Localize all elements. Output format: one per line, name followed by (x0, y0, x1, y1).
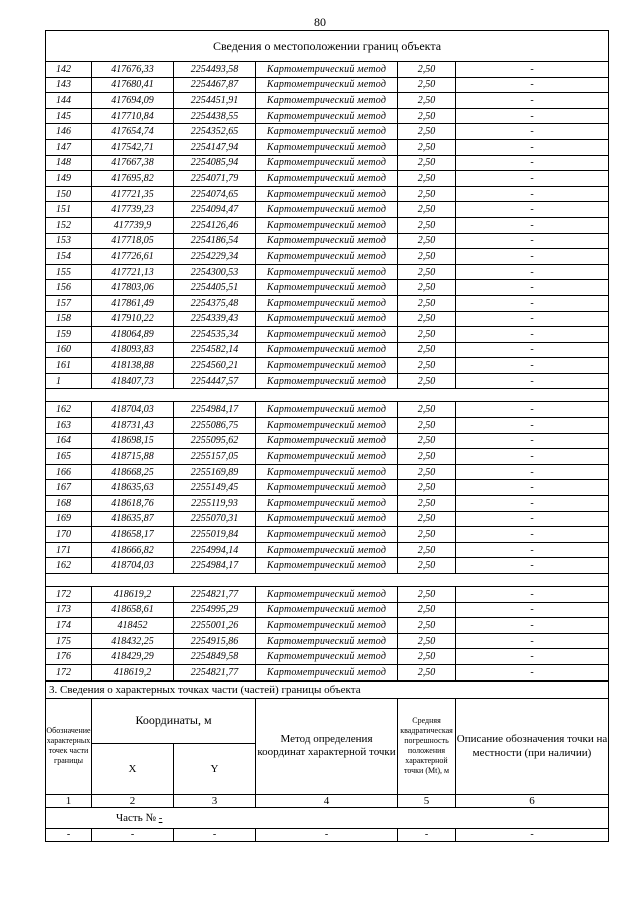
point-number-cell: 146 (46, 124, 92, 140)
y-coordinate-cell: 2254126,46 (174, 217, 256, 233)
accuracy-cell: 2,50 (398, 124, 456, 140)
empty-cell: - (174, 828, 256, 841)
table-row (46, 155, 609, 171)
table-row (46, 649, 609, 665)
part-value: - (158, 811, 163, 824)
table-row (46, 664, 609, 680)
method-cell: Картометрический метод (256, 202, 398, 218)
accuracy-cell: 2,50 (398, 311, 456, 327)
x-coordinate-cell: 418064,89 (92, 327, 174, 343)
accuracy-cell: 2,50 (398, 664, 456, 680)
x-coordinate-cell: 417910,22 (92, 311, 174, 327)
table-row (46, 464, 609, 480)
accuracy-cell: 2,50 (398, 618, 456, 634)
accuracy-cell: 2,50 (398, 264, 456, 280)
x-coordinate-cell: 417654,74 (92, 124, 174, 140)
column-number: 3 (174, 794, 256, 807)
accuracy-cell: 2,50 (398, 558, 456, 574)
y-coordinate-cell: 2254493,58 (174, 62, 256, 78)
y-coordinate-cell: 2255001,26 (174, 618, 256, 634)
method-cell: Картометрический метод (256, 327, 398, 343)
description-cell: - (456, 373, 609, 389)
y-coordinate-cell: 2254821,77 (174, 664, 256, 680)
method-cell: Картометрический метод (256, 295, 398, 311)
description-cell: - (456, 202, 609, 218)
y-coordinate-cell: 2254438,55 (174, 108, 256, 124)
point-number-cell: 176 (46, 649, 92, 665)
accuracy-cell: 2,50 (398, 217, 456, 233)
point-number-cell: 142 (46, 62, 92, 78)
part-points-table (45, 681, 609, 842)
accuracy-cell: 2,50 (398, 527, 456, 543)
method-cell: Картометрический метод (256, 418, 398, 434)
description-cell: - (456, 108, 609, 124)
table-row (46, 496, 609, 512)
point-number-cell: 156 (46, 280, 92, 296)
method-cell: Картометрический метод (256, 249, 398, 265)
point-number-cell: 151 (46, 202, 92, 218)
description-cell: - (456, 217, 609, 233)
table-row (46, 618, 609, 634)
x-coordinate-cell: 417680,41 (92, 77, 174, 93)
description-cell: - (456, 249, 609, 265)
x-coordinate-cell: 418731,43 (92, 418, 174, 434)
point-number-cell: 1 (46, 373, 92, 389)
group-separator-row (46, 389, 609, 402)
section3-title: 3. Сведения о характерных точках части (частей) границы объекта (46, 681, 609, 698)
document-frame (45, 30, 608, 842)
y-coordinate-cell: 2255070,31 (174, 511, 256, 527)
table-row (46, 342, 609, 358)
y-coordinate-cell: 2255149,45 (174, 480, 256, 496)
point-number-cell: 173 (46, 602, 92, 618)
table-row (46, 511, 609, 527)
x-coordinate-cell: 418715,88 (92, 449, 174, 465)
group-separator-row (46, 574, 609, 587)
y-coordinate-cell: 2254147,94 (174, 139, 256, 155)
accuracy-cell: 2,50 (398, 93, 456, 109)
y-coordinate-cell: 2254339,43 (174, 311, 256, 327)
accuracy-cell: 2,50 (398, 587, 456, 603)
x-coordinate-cell: 418704,03 (92, 402, 174, 418)
table-row (46, 249, 609, 265)
method-cell: Картометрический метод (256, 93, 398, 109)
point-number-cell: 169 (46, 511, 92, 527)
column-number: 2 (92, 794, 174, 807)
method-cell: Картометрический метод (256, 602, 398, 618)
table-row (46, 480, 609, 496)
table-row (46, 402, 609, 418)
column-number: 1 (46, 794, 92, 807)
method-cell: Картометрический метод (256, 496, 398, 512)
accuracy-cell: 2,50 (398, 633, 456, 649)
column-number: 5 (398, 794, 456, 807)
table-row (46, 527, 609, 543)
y-coordinate-cell: 2254467,87 (174, 77, 256, 93)
description-cell: - (456, 155, 609, 171)
accuracy-cell: 2,50 (398, 496, 456, 512)
point-number-cell: 166 (46, 464, 92, 480)
header-accuracy: Средняя квадратическая погрешность положения характерной точки (Mt), м (398, 698, 456, 794)
accuracy-cell: 2,50 (398, 280, 456, 296)
y-coordinate-cell: 2254984,17 (174, 402, 256, 418)
point-number-cell: 161 (46, 358, 92, 374)
x-coordinate-cell: 418619,2 (92, 587, 174, 603)
x-coordinate-cell: 417721,13 (92, 264, 174, 280)
point-number-cell: 172 (46, 664, 92, 680)
accuracy-cell: 2,50 (398, 155, 456, 171)
point-number-cell: 150 (46, 186, 92, 202)
accuracy-cell: 2,50 (398, 358, 456, 374)
method-cell: Картометрический метод (256, 358, 398, 374)
table-row (46, 77, 609, 93)
method-cell: Картометрический метод (256, 664, 398, 680)
header-y: Y (174, 743, 256, 794)
boundary-table (45, 30, 609, 681)
description-cell: - (456, 527, 609, 543)
table-row (46, 93, 609, 109)
method-cell: Картометрический метод (256, 542, 398, 558)
accuracy-cell: 2,50 (398, 402, 456, 418)
description-cell: - (456, 418, 609, 434)
x-coordinate-cell: 418618,76 (92, 496, 174, 512)
x-coordinate-cell: 418407,73 (92, 373, 174, 389)
method-cell: Картометрический метод (256, 233, 398, 249)
point-number-cell: 155 (46, 264, 92, 280)
y-coordinate-cell: 2254849,58 (174, 649, 256, 665)
table-row (46, 358, 609, 374)
accuracy-cell: 2,50 (398, 186, 456, 202)
y-coordinate-cell: 2254535,34 (174, 327, 256, 343)
point-number-cell: 145 (46, 108, 92, 124)
table-row (46, 62, 609, 78)
description-cell: - (456, 171, 609, 187)
y-coordinate-cell: 2254821,77 (174, 587, 256, 603)
table-row (46, 217, 609, 233)
table-row (46, 171, 609, 187)
y-coordinate-cell: 2254560,21 (174, 358, 256, 374)
table-row (46, 311, 609, 327)
description-cell: - (456, 77, 609, 93)
method-cell: Картометрический метод (256, 264, 398, 280)
x-coordinate-cell: 417739,23 (92, 202, 174, 218)
point-number-cell: 171 (46, 542, 92, 558)
accuracy-cell: 2,50 (398, 171, 456, 187)
y-coordinate-cell: 2254451,91 (174, 93, 256, 109)
x-coordinate-cell: 418704,03 (92, 558, 174, 574)
x-coordinate-cell: 417667,38 (92, 155, 174, 171)
x-coordinate-cell: 418452 (92, 618, 174, 634)
x-coordinate-cell: 418138,88 (92, 358, 174, 374)
method-cell: Картометрический метод (256, 373, 398, 389)
part-row (46, 807, 609, 828)
point-number-cell: 149 (46, 171, 92, 187)
method-cell: Картометрический метод (256, 433, 398, 449)
description-cell: - (456, 433, 609, 449)
point-number-cell: 167 (46, 480, 92, 496)
table-row (46, 139, 609, 155)
y-coordinate-cell: 2254994,14 (174, 542, 256, 558)
method-cell: Картометрический метод (256, 139, 398, 155)
y-coordinate-cell: 2254582,14 (174, 342, 256, 358)
y-coordinate-cell: 2254984,17 (174, 558, 256, 574)
description-cell: - (456, 233, 609, 249)
description-cell: - (456, 602, 609, 618)
accuracy-cell: 2,50 (398, 233, 456, 249)
description-cell: - (456, 558, 609, 574)
x-coordinate-cell: 417542,71 (92, 139, 174, 155)
point-number-cell: 175 (46, 633, 92, 649)
point-number-cell: 165 (46, 449, 92, 465)
table-row (46, 373, 609, 389)
y-coordinate-cell: 2255019,84 (174, 527, 256, 543)
separator-cell (46, 574, 609, 587)
y-coordinate-cell: 2254094,47 (174, 202, 256, 218)
y-coordinate-cell: 2254995,29 (174, 602, 256, 618)
accuracy-cell: 2,50 (398, 327, 456, 343)
description-cell: - (456, 511, 609, 527)
x-coordinate-cell: 418668,25 (92, 464, 174, 480)
accuracy-cell: 2,50 (398, 480, 456, 496)
point-number-cell: 148 (46, 155, 92, 171)
table-row (46, 633, 609, 649)
accuracy-cell: 2,50 (398, 649, 456, 665)
x-coordinate-cell: 418619,2 (92, 664, 174, 680)
accuracy-cell: 2,50 (398, 62, 456, 78)
point-number-cell: 162 (46, 402, 92, 418)
description-cell: - (456, 358, 609, 374)
empty-cell: - (398, 828, 456, 841)
method-cell: Картометрический метод (256, 402, 398, 418)
description-cell: - (456, 496, 609, 512)
table-row (46, 108, 609, 124)
method-cell: Картометрический метод (256, 311, 398, 327)
description-cell: - (456, 186, 609, 202)
x-coordinate-cell: 418635,87 (92, 511, 174, 527)
method-cell: Картометрический метод (256, 171, 398, 187)
x-coordinate-cell: 418429,29 (92, 649, 174, 665)
x-coordinate-cell: 418658,61 (92, 602, 174, 618)
table-row (46, 295, 609, 311)
method-cell: Картометрический метод (256, 280, 398, 296)
accuracy-cell: 2,50 (398, 139, 456, 155)
table-row (46, 186, 609, 202)
point-number-cell: 159 (46, 327, 92, 343)
method-cell: Картометрический метод (256, 62, 398, 78)
description-cell: - (456, 449, 609, 465)
point-number-cell: 144 (46, 93, 92, 109)
y-coordinate-cell: 2254074,65 (174, 186, 256, 202)
accuracy-cell: 2,50 (398, 511, 456, 527)
table-row (46, 233, 609, 249)
accuracy-cell: 2,50 (398, 433, 456, 449)
description-cell: - (456, 633, 609, 649)
accuracy-cell: 2,50 (398, 542, 456, 558)
accuracy-cell: 2,50 (398, 77, 456, 93)
x-coordinate-cell: 418698,15 (92, 433, 174, 449)
x-coordinate-cell: 417861,49 (92, 295, 174, 311)
description-cell: - (456, 62, 609, 78)
method-cell: Картометрический метод (256, 217, 398, 233)
header-x: X (92, 743, 174, 794)
point-number-cell: 152 (46, 217, 92, 233)
accuracy-cell: 2,50 (398, 449, 456, 465)
description-cell: - (456, 295, 609, 311)
accuracy-cell: 2,50 (398, 602, 456, 618)
y-coordinate-cell: 2255119,93 (174, 496, 256, 512)
table-row (46, 264, 609, 280)
method-cell: Картометрический метод (256, 186, 398, 202)
table-row (46, 587, 609, 603)
y-coordinate-cell: 2255095,62 (174, 433, 256, 449)
description-cell: - (456, 402, 609, 418)
empty-cell: - (92, 828, 174, 841)
y-coordinate-cell: 2254915,86 (174, 633, 256, 649)
table-row (46, 433, 609, 449)
header-method: Метод определения координат характерной точки (256, 698, 398, 794)
column-number: 6 (456, 794, 609, 807)
point-number-cell: 143 (46, 77, 92, 93)
accuracy-cell: 2,50 (398, 418, 456, 434)
accuracy-cell: 2,50 (398, 373, 456, 389)
method-cell: Картометрический метод (256, 464, 398, 480)
x-coordinate-cell: 418666,82 (92, 542, 174, 558)
x-coordinate-cell: 417694,09 (92, 93, 174, 109)
point-number-cell: 147 (46, 139, 92, 155)
header-point-designation: Обозначение характерных точек части границы (46, 698, 92, 794)
y-coordinate-cell: 2254375,48 (174, 295, 256, 311)
accuracy-cell: 2,50 (398, 249, 456, 265)
point-number-cell: 160 (46, 342, 92, 358)
header-description: Описание обозначения точки на местности (при наличии) (456, 698, 609, 794)
description-cell: - (456, 280, 609, 296)
x-coordinate-cell: 417721,35 (92, 186, 174, 202)
x-coordinate-cell: 418635,63 (92, 480, 174, 496)
method-cell: Картометрический метод (256, 618, 398, 634)
description-cell: - (456, 342, 609, 358)
point-number-cell: 172 (46, 587, 92, 603)
description-cell: - (456, 464, 609, 480)
description-cell: - (456, 664, 609, 680)
table-row (46, 327, 609, 343)
description-cell: - (456, 124, 609, 140)
x-coordinate-cell: 417726,61 (92, 249, 174, 265)
y-coordinate-cell: 2254447,57 (174, 373, 256, 389)
method-cell: Картометрический метод (256, 633, 398, 649)
y-coordinate-cell: 2255157,05 (174, 449, 256, 465)
point-number-cell: 153 (46, 233, 92, 249)
table-row (46, 202, 609, 218)
x-coordinate-cell: 417676,33 (92, 62, 174, 78)
accuracy-cell: 2,50 (398, 202, 456, 218)
page-number: 80 (314, 15, 326, 29)
method-cell: Картометрический метод (256, 77, 398, 93)
method-cell: Картометрический метод (256, 342, 398, 358)
point-number-cell: 158 (46, 311, 92, 327)
x-coordinate-cell: 417803,06 (92, 280, 174, 296)
x-coordinate-cell: 417710,84 (92, 108, 174, 124)
part-label: Часть № (116, 811, 156, 824)
table-row (46, 280, 609, 296)
method-cell: Картометрический метод (256, 558, 398, 574)
description-cell: - (456, 542, 609, 558)
point-number-cell: 170 (46, 527, 92, 543)
description-cell: - (456, 139, 609, 155)
description-cell: - (456, 587, 609, 603)
table-row (46, 124, 609, 140)
column-number: 4 (256, 794, 398, 807)
method-cell: Картометрический метод (256, 480, 398, 496)
point-number-cell: 164 (46, 433, 92, 449)
method-cell: Картометрический метод (256, 155, 398, 171)
description-cell: - (456, 264, 609, 280)
x-coordinate-cell: 418658,17 (92, 527, 174, 543)
y-coordinate-cell: 2254405,51 (174, 280, 256, 296)
table-row (46, 558, 609, 574)
y-coordinate-cell: 2254071,79 (174, 171, 256, 187)
x-coordinate-cell: 417695,82 (92, 171, 174, 187)
section-title: Сведения о местоположении границ объекта (46, 31, 609, 62)
x-coordinate-cell: 417739,9 (92, 217, 174, 233)
empty-cell: - (456, 828, 609, 841)
description-cell: - (456, 618, 609, 634)
table-row (46, 602, 609, 618)
description-cell: - (456, 480, 609, 496)
y-coordinate-cell: 2255169,89 (174, 464, 256, 480)
description-cell: - (456, 649, 609, 665)
method-cell: Картометрический метод (256, 124, 398, 140)
separator-cell (46, 389, 609, 402)
accuracy-cell: 2,50 (398, 342, 456, 358)
point-number-cell: 174 (46, 618, 92, 634)
table-row (46, 418, 609, 434)
method-cell: Картометрический метод (256, 527, 398, 543)
method-cell: Картометрический метод (256, 449, 398, 465)
empty-cell: - (256, 828, 398, 841)
method-cell: Картометрический метод (256, 587, 398, 603)
y-coordinate-cell: 2254085,94 (174, 155, 256, 171)
y-coordinate-cell: 2254352,65 (174, 124, 256, 140)
accuracy-cell: 2,50 (398, 108, 456, 124)
empty-cell: - (46, 828, 92, 841)
point-number-cell: 162 (46, 558, 92, 574)
point-number-cell: 168 (46, 496, 92, 512)
accuracy-cell: 2,50 (398, 464, 456, 480)
y-coordinate-cell: 2255086,75 (174, 418, 256, 434)
point-number-cell: 163 (46, 418, 92, 434)
description-cell: - (456, 327, 609, 343)
accuracy-cell: 2,50 (398, 295, 456, 311)
table-row (46, 449, 609, 465)
table-row (46, 542, 609, 558)
point-number-cell: 157 (46, 295, 92, 311)
method-cell: Картометрический метод (256, 511, 398, 527)
description-cell: - (456, 93, 609, 109)
x-coordinate-cell: 418093,83 (92, 342, 174, 358)
y-coordinate-cell: 2254229,34 (174, 249, 256, 265)
y-coordinate-cell: 2254186,54 (174, 233, 256, 249)
description-cell: - (456, 311, 609, 327)
x-coordinate-cell: 417718,05 (92, 233, 174, 249)
x-coordinate-cell: 418432,25 (92, 633, 174, 649)
point-number-cell: 154 (46, 249, 92, 265)
y-coordinate-cell: 2254300,53 (174, 264, 256, 280)
header-coordinates: Координаты, м (92, 698, 256, 743)
method-cell: Картометрический метод (256, 108, 398, 124)
method-cell: Картометрический метод (256, 649, 398, 665)
